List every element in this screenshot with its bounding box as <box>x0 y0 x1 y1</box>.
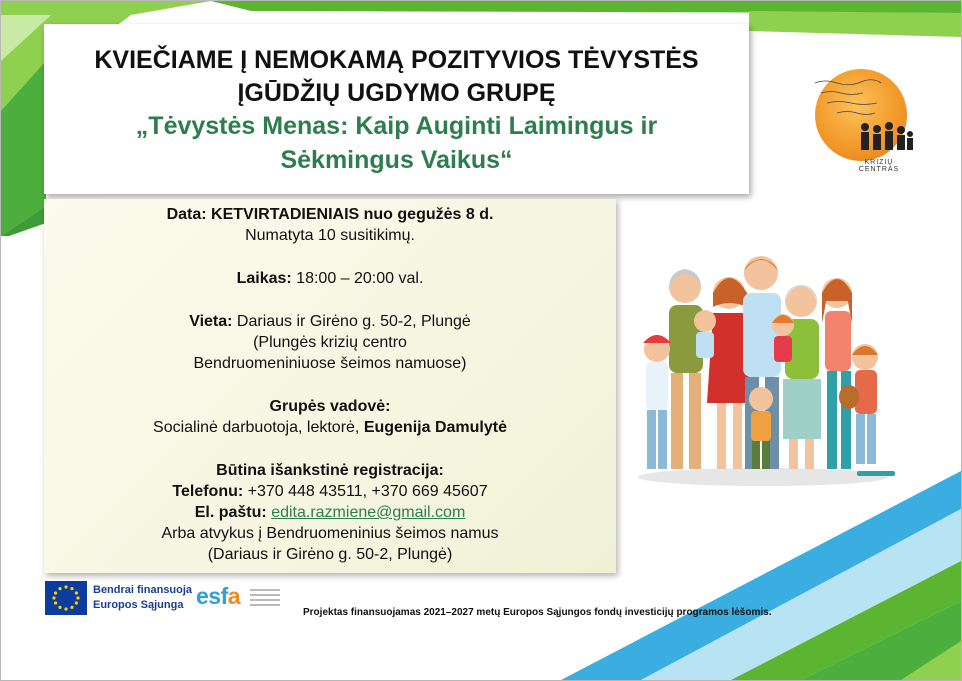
title-line-2: ĮGŪDŽIŲ UGDYMO GRUPĘ <box>237 79 556 107</box>
place-line-2: (Plungės krizių centro <box>253 334 407 351</box>
subtitle-line-2: Sėkmingus Vaikus“ <box>280 146 513 174</box>
time-value: 18:00 – 20:00 val. <box>291 270 424 287</box>
phone-value: +370 448 43511, +370 669 45607 <box>243 483 488 500</box>
time-line <box>44 268 616 289</box>
or-line: Arba atvykus į Bendruomeninius šeimos namus <box>161 525 499 542</box>
phone-label: Telefonu: <box>172 483 244 500</box>
place-line <box>44 311 616 332</box>
family-illustration <box>633 249 901 489</box>
esfa-suffix: a <box>227 583 241 609</box>
subtitle-line-1: „Tėvystės Menas: Kaip Auginti Laimingus ir <box>135 112 658 140</box>
esfa-fine-print <box>250 589 280 607</box>
meetings-line: Numatyta 10 susitikimų. <box>245 227 415 244</box>
logo-script-icon <box>811 75 891 127</box>
place-line-3: Bendruomeniniuose šeimos namuose) <box>193 355 467 372</box>
eu-text-line-1: Bendrai finansuoja <box>93 584 193 596</box>
crisis-center-logo <box>809 69 917 173</box>
leader-name: Eugenija Damulytė <box>363 419 507 436</box>
place-value: Dariaus ir Girėno g. 50-2, Plungė <box>232 313 471 330</box>
email-line <box>44 502 616 523</box>
phone-line <box>44 481 616 502</box>
or-address: (Dariaus ir Girėno g. 50-2, Plungė) <box>207 546 453 563</box>
title-card <box>44 24 749 194</box>
logo-caption: KRIZIŲ CENTRAS <box>858 159 900 173</box>
place-label: Vieta: <box>189 313 233 330</box>
leader-heading: Grupės vadovė: <box>269 398 391 415</box>
info-card <box>44 199 616 573</box>
funding-note: Projektas finansuojamas 2021–2027 metų Europos Sąjungos fondų investicijų programos lėšomis. <box>303 607 772 618</box>
leader-role: Socialinė darbuotoja, lektorė, <box>153 419 364 436</box>
email-label: El. paštu: <box>194 504 267 521</box>
registration-heading: Būtina išankstinė registracija: <box>216 462 444 479</box>
esfa-wordmark <box>196 583 240 610</box>
email-link[interactable]: edita.razmiene@gmail.com <box>271 504 466 521</box>
date-line: Data: KETVIRTADIENIAIS nuo gegužės 8 d. <box>166 206 494 223</box>
eu-text-line-2: Europos Sąjunga <box>93 599 184 611</box>
title-line-1: KVIEČIAME Į NEMOKAMĄ POZITYVIOS TĖVYSTĖS <box>94 46 699 74</box>
leader-line <box>44 417 616 438</box>
eu-flag-icon <box>45 581 87 615</box>
time-label: Laikas: <box>236 270 292 287</box>
logo-people-icon <box>857 121 915 157</box>
esfa-prefix: esf <box>196 583 228 609</box>
